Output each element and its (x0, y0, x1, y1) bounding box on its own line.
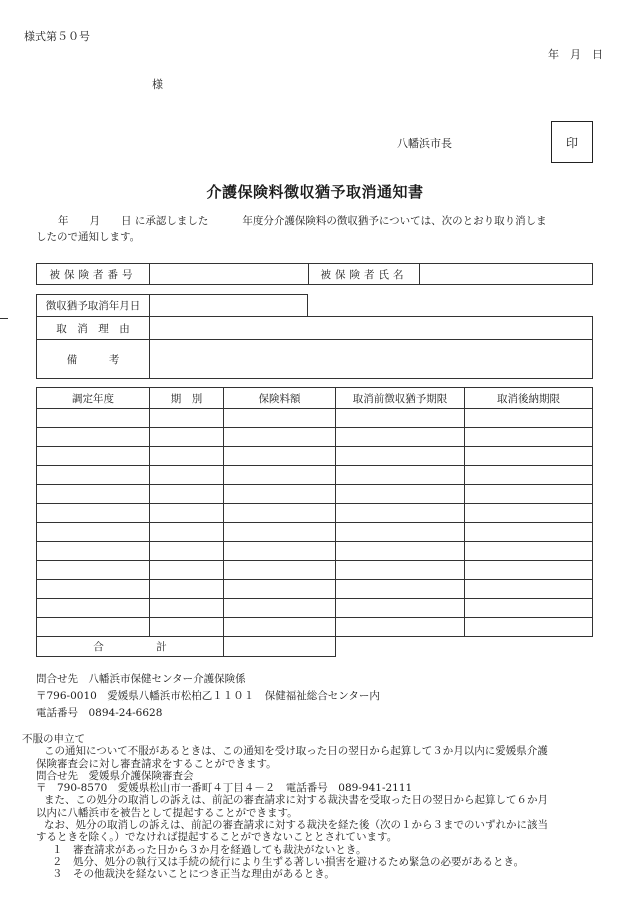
total-label: 合 計 (37, 637, 224, 657)
contact-address: 〒796-0010 愛媛県八幡浜市松柏乙１１０１ 保健福祉総合センター内 (36, 690, 380, 702)
appeal-item-1: １ 審査請求があった日から３か月を経過しても裁決がないとき。 (52, 843, 367, 856)
schedule-row (37, 485, 593, 504)
header-deadline-before: 取消前徴収猶予期限 (336, 388, 465, 409)
deadline-after-cell[interactable] (465, 580, 593, 599)
appeal-item-3: ３ その他裁決を経ないことにつき正当な理由があるとき。 (52, 868, 335, 881)
issue-date: 年 月 日 (548, 48, 603, 61)
total-row (37, 637, 593, 657)
schedule-row (37, 523, 593, 542)
appeal-para1b: 保険審査会に対し審査請求をすることができます。 (36, 757, 277, 770)
deadline-after-cell[interactable] (465, 409, 593, 428)
contact-block (36, 671, 596, 722)
deadline-before-cell[interactable] (336, 447, 465, 466)
premium-cell[interactable] (224, 504, 336, 523)
appeal-section (22, 733, 602, 881)
deadline-before-cell[interactable] (336, 580, 465, 599)
deadline-before-cell[interactable] (336, 561, 465, 580)
insured-table (36, 263, 593, 285)
schedule-row (37, 561, 593, 580)
period-cell[interactable] (150, 504, 224, 523)
schedule-row (37, 504, 593, 523)
cancel-details-table (36, 316, 593, 379)
cancel-date-label: 徴収猶予取消年月日 (37, 295, 150, 317)
header-fiscal-year: 調定年度 (37, 388, 150, 409)
deadline-before-cell[interactable] (336, 542, 465, 561)
schedule-row (37, 599, 593, 618)
form-number: 様式第５０号 (24, 30, 90, 43)
period-cell[interactable] (150, 599, 224, 618)
cancel-date-field[interactable] (150, 295, 308, 317)
appeal-para2b: 以内に八幡浜市を被告として提起することができます。 (36, 806, 298, 819)
insured-name-label: 被保険者氏名 (309, 264, 420, 285)
fiscal-year-cell[interactable] (37, 409, 150, 428)
premium-cell[interactable] (224, 542, 336, 561)
fiscal-year-cell[interactable] (37, 561, 150, 580)
insured-number-field[interactable] (150, 264, 309, 285)
period-cell[interactable] (150, 485, 224, 504)
deadline-before-cell[interactable] (336, 618, 465, 637)
recipient-suffix: 様 (152, 78, 163, 91)
schedule-row (37, 409, 593, 428)
deadline-after-cell[interactable] (465, 466, 593, 485)
premium-cell[interactable] (224, 599, 336, 618)
total-amount-field[interactable] (224, 637, 336, 657)
period-cell[interactable] (150, 428, 224, 447)
premium-cell[interactable] (224, 485, 336, 504)
deadline-before-cell[interactable] (336, 599, 465, 618)
period-cell[interactable] (150, 542, 224, 561)
intro-year: 年度分介護保険料の徴収猶予については、次のとおり取り消しま (242, 215, 547, 227)
period-cell[interactable] (150, 618, 224, 637)
deadline-before-cell[interactable] (336, 428, 465, 447)
fiscal-year-cell[interactable] (37, 504, 150, 523)
premium-cell[interactable] (224, 523, 336, 542)
premium-cell[interactable] (224, 561, 336, 580)
period-cell[interactable] (150, 580, 224, 599)
schedule-table (36, 387, 593, 657)
premium-cell[interactable] (224, 580, 336, 599)
premium-cell[interactable] (224, 466, 336, 485)
deadline-before-cell[interactable] (336, 504, 465, 523)
contact-phone: 電話番号 0894-24-6628 (36, 707, 163, 719)
deadline-before-cell[interactable] (336, 466, 465, 485)
intro-paragraph (36, 213, 596, 245)
premium-cell[interactable] (224, 428, 336, 447)
header-period: 期 別 (150, 388, 224, 409)
period-cell[interactable] (150, 561, 224, 580)
period-cell[interactable] (150, 466, 224, 485)
schedule-row (37, 447, 593, 466)
fiscal-year-cell[interactable] (37, 580, 150, 599)
fiscal-year-cell[interactable] (37, 428, 150, 447)
cancel-reason-field[interactable] (150, 317, 593, 340)
appeal-item-2: ２ 処分、処分の執行又は手続の続行により生ずる著しい損害を避けるため緊急の必要があるとき。 (52, 855, 525, 868)
deadline-after-cell[interactable] (465, 428, 593, 447)
deadline-before-cell[interactable] (336, 523, 465, 542)
appeal-contact-address: 〒 790-8570 愛媛県松山市一番町４丁目４－２ 電話番号 089-941-2111 (36, 782, 413, 795)
appeal-para1a: この通知について不服があるときは、この通知を受け取った日の翌日から起算して３か月以内に愛媛県介護 (44, 745, 548, 758)
period-cell[interactable] (150, 409, 224, 428)
fiscal-year-cell[interactable] (37, 599, 150, 618)
schedule-header-row (37, 388, 593, 409)
schedule-row (37, 618, 593, 637)
deadline-after-cell[interactable] (465, 485, 593, 504)
remarks-field[interactable] (150, 340, 593, 379)
deadline-before-cell[interactable] (336, 485, 465, 504)
cancel-date-table (36, 294, 308, 317)
appeal-contact-office: 問合せ先 愛媛県介護保険審査会 (36, 769, 194, 782)
deadline-after-cell[interactable] (465, 618, 593, 637)
insured-name-field[interactable] (420, 264, 593, 285)
header-deadline-after: 取消後納期限 (465, 388, 593, 409)
deadline-before-cell[interactable] (336, 409, 465, 428)
issuer-name: 八幡浜市長 (397, 137, 452, 150)
schedule-row (37, 580, 593, 599)
margin-tick (0, 318, 8, 319)
document-title: 介護保険料徴収猶予取消通知書 (206, 183, 424, 201)
schedule-row (37, 428, 593, 447)
premium-cell[interactable] (224, 618, 336, 637)
appeal-para3b: するときを除く。）でなければ提起することができないこととされています。 (36, 831, 398, 844)
intro-end: したので通知します。 (36, 231, 141, 243)
premium-cell[interactable] (224, 409, 336, 428)
fiscal-year-cell[interactable] (37, 485, 150, 504)
schedule-row (37, 542, 593, 561)
period-cell[interactable] (150, 447, 224, 466)
fiscal-year-cell[interactable] (37, 523, 150, 542)
insured-number-label: 被保険者番号 (37, 264, 150, 285)
fiscal-year-cell[interactable] (37, 542, 150, 561)
deadline-after-cell[interactable] (465, 599, 593, 618)
deadline-after-cell[interactable] (465, 504, 593, 523)
period-cell[interactable] (150, 523, 224, 542)
contact-office: 問合せ先 八幡浜市保健センター介護保険係 (36, 673, 246, 685)
header-premium: 保険料額 (224, 388, 336, 409)
seal-box (551, 121, 593, 163)
deadline-after-cell[interactable] (465, 542, 593, 561)
fiscal-year-cell[interactable] (37, 447, 150, 466)
remarks-label: 備 考 (37, 340, 150, 379)
fiscal-year-cell[interactable] (37, 618, 150, 637)
intro-date: 年 月 日 (58, 215, 132, 227)
deadline-after-cell[interactable] (465, 447, 593, 466)
deadline-after-cell[interactable] (465, 523, 593, 542)
cancel-reason-label: 取 消 理 由 (37, 317, 150, 340)
appeal-heading: 不服の申立て (22, 733, 85, 745)
intro-approved: に承認しました (134, 215, 209, 227)
appeal-para3a: なお、処分の取消しの訴えは、前記の審査請求に対する裁決を経た後（次の１から３までのいずれかに該当 (44, 819, 548, 832)
appeal-para2a: また、この処分の取消しの訴えは、前記の審査請求に対する裁決書を受取った日の翌日から起算して６か月 (44, 794, 548, 807)
deadline-after-cell[interactable] (465, 561, 593, 580)
premium-cell[interactable] (224, 447, 336, 466)
seal-label: 印 (565, 135, 578, 150)
schedule-row (37, 466, 593, 485)
fiscal-year-cell[interactable] (37, 466, 150, 485)
